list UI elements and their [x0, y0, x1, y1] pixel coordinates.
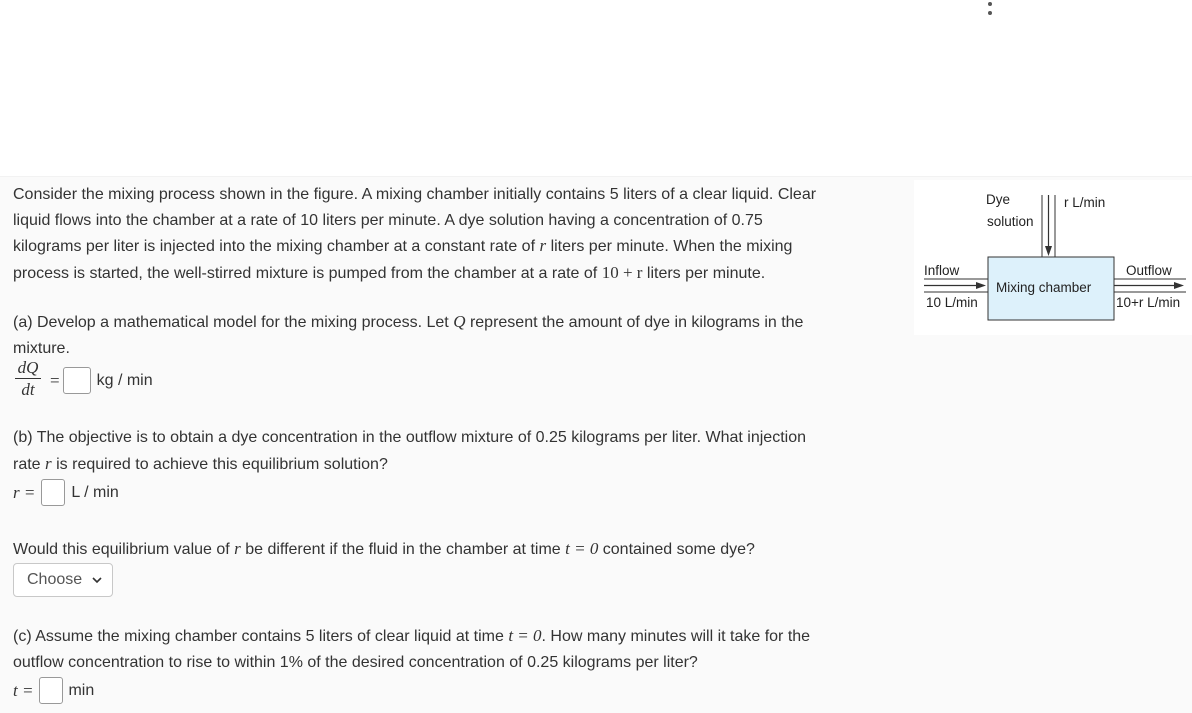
part-a-line-1: (a) Develop a mathematical model for the mixing process. Let Q represent the amount of dye in kilograms in the — [13, 312, 804, 331]
part-a-line-2: mixture. — [13, 339, 70, 357]
part-c-answer-input[interactable] — [39, 677, 63, 704]
solution-label: solution — [987, 214, 1034, 229]
part-a-unit: kg / min — [96, 371, 153, 389]
chevron-down-icon — [91, 574, 103, 586]
intro-line-2: liquid flows into the chamber at a rate of 10 liters per minute. A dye solution having a concentration of 0.75 — [13, 211, 763, 229]
part-b-line-2: rate r is required to achieve this equilibrium solution? — [13, 453, 388, 473]
r-equals-label: r = — [13, 482, 36, 502]
inflow-label: Inflow — [924, 263, 960, 278]
intro-line-4: process is started, the well-stirred mixture is pumped from the chamber at a rate of 10 + r liters per minute. — [13, 262, 766, 282]
select-value: Choose — [27, 571, 83, 588]
dye-label: Dye — [986, 192, 1011, 207]
part-b-unit: L / min — [71, 483, 119, 501]
equals-sign: = — [50, 370, 60, 390]
outflow-rate-label: 10+r L/min — [1116, 295, 1181, 310]
outflow-label: Outflow — [1126, 263, 1172, 278]
intro-line-3: kilograms per liter is injected into the mixing chamber at a constant rate of r liters per minute. When the mixing — [13, 236, 793, 255]
part-c-line-1: (c) Assume the mixing chamber contains 5 liters of clear liquid at time t = 0. How many minutes will it take for the — [13, 626, 811, 645]
equilibrium-question-line: Would this equilibrium value of r be different if the fluid in the chamber at time t = 0 contained some dye? — [13, 539, 755, 558]
part-a-answer-row — [50, 367, 153, 394]
part-a-text — [13, 309, 883, 361]
part-a-answer-input[interactable] — [63, 367, 91, 394]
part-b-line-1: (b) The objective is to obtain a dye concentration in the outflow mixture of 0.25 kilograms per liter. What injection — [13, 429, 806, 446]
equilibrium-choice-select[interactable] — [13, 563, 113, 597]
part-c-unit: min — [68, 681, 95, 699]
intro-line-1: Consider the mixing process shown in the figure. A mixing chamber initially contains 5 liters of a clear liquid. Clear — [13, 186, 817, 203]
t-equals-label: t = — [13, 680, 34, 700]
part-c-text — [13, 623, 883, 675]
part-c-line-2: outflow concentration to rise to within 1% of the desired concentration of 0.25 kilograms per liter? — [13, 653, 698, 671]
problem-intro — [13, 182, 883, 286]
mixing-chamber-figure — [914, 180, 1192, 335]
r-rate-label: r L/min — [1064, 195, 1106, 210]
inflow-rate-label: 10 L/min — [926, 295, 978, 310]
page-header-area — [0, 0, 1192, 177]
part-b-answer-input[interactable] — [41, 479, 65, 506]
more-options-icon[interactable] — [988, 0, 994, 18]
part-b-text — [13, 425, 883, 477]
part-b-answer-row — [13, 479, 119, 506]
dq-dt-fraction: dQ dt — [13, 358, 43, 399]
mixing-chamber-label: Mixing chamber — [996, 280, 1092, 295]
mixing-diagram — [914, 180, 1192, 335]
equilibrium-question — [13, 536, 883, 563]
part-c-answer-row — [13, 677, 94, 704]
